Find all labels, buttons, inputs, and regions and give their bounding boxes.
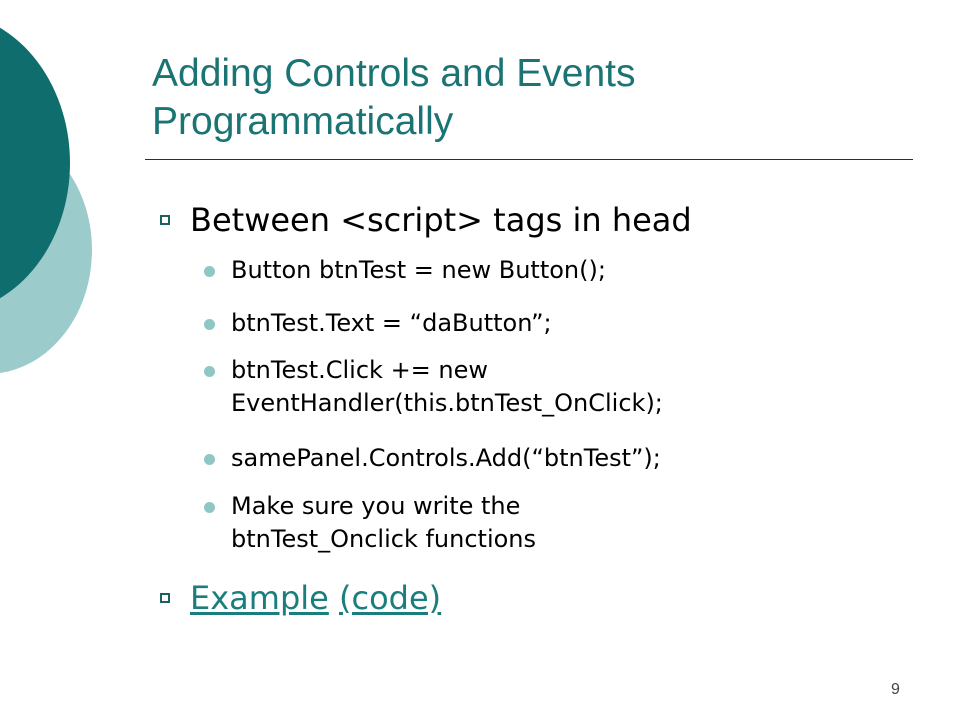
sub-bullet-text-line-2: btnTest_Onclick functions — [231, 525, 537, 553]
page-number: 9 — [891, 681, 900, 698]
square-bullet-icon — [160, 215, 170, 225]
round-bullet-icon — [204, 366, 215, 377]
sub-bullet-text-line-1: btnTest.Click += new — [231, 356, 489, 384]
round-bullet-icon — [204, 502, 215, 513]
slide-title-line-1: Adding Controls and Events — [152, 52, 636, 95]
slide-title-line-2: Programmatically — [152, 100, 454, 143]
sub-bullet-text-line-1: Make sure you write the — [231, 492, 521, 520]
sub-bullet-text: samePanel.Controls.Add(“btnTest”); — [231, 444, 661, 472]
example-link[interactable]: Example — [190, 579, 329, 617]
bullet-text: Between <script> tags in head — [190, 201, 692, 239]
round-bullet-icon — [204, 319, 215, 330]
round-bullet-icon — [204, 454, 215, 465]
sub-bullet-text: Button btnTest = new Button(); — [231, 256, 606, 284]
sub-bullet-text-line-2: EventHandler(this.btnTest_OnClick); — [231, 389, 663, 417]
square-bullet-icon — [160, 593, 170, 603]
sub-bullet-text: btnTest.Text = “daButton”; — [231, 309, 552, 337]
code-link[interactable]: (code) — [339, 579, 442, 617]
round-bullet-icon — [204, 266, 215, 277]
